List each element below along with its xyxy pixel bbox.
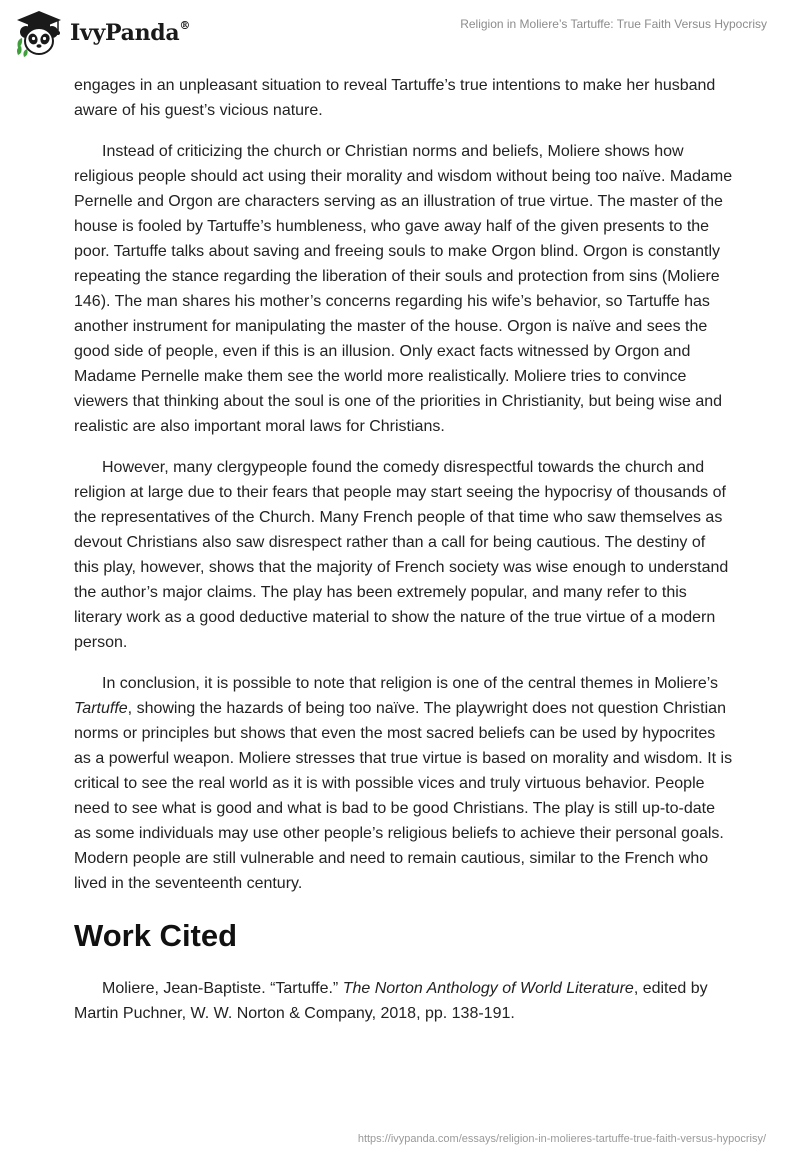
logo-wordmark: IvyPanda® (70, 18, 191, 46)
page-header (0, 0, 800, 64)
play-title-italic: Tartuffe (74, 700, 128, 717)
works-cited-heading: Work Cited (74, 918, 238, 953)
anthology-title-italic: The Norton Anthology of World Literature (342, 980, 634, 997)
paragraph-continuation: engages in an unpleasant situation to reveal Tartuffe’s true intentions to make her husband aware of his guest’s vicious nature. (74, 77, 716, 119)
paragraph-virtue: Instead of criticizing the church or Christian norms and beliefs, Moliere shows how religious people should act using their morality and wisdom without being too naïve. Madame Pernelle and Orgon are characters serving as an illustration of true virtue. The master of the house is fooled by Tartuffe’s humbleness, who gave away half of the given presents to the poor. Tartuffe talks about saving and freeing souls to make Orgon blind. Orgon is constantly repeating the stance regarding the liberation of their souls and protection from sins (Moliere 146). The man shares his mother’s concerns regarding his wife’s behavior, so Tartuffe has another instrument for manipulating the master of the house. Orgon is naïve and sees the good side of people, even if this is an illusion. Only exact facts witnessed by Orgon and Madame Pernelle make them see the world more realistically. Moliere tries to convince viewers that thinking about the soul is one of the priorities in Christianity, but being wise and realistic are also important moral laws for Christians. (74, 143, 733, 435)
paragraph-clergy-reaction: However, many clergypeople found the comedy disrespectful towards the church and religion at large due to their fears that people may start seeing the hypocrisy of thousands of the representatives of the Church. Many French people of that time who saw themselves as devout Christians also saw disrespect rather than a call for being cautious. The destiny of this play, however, shows that the majority of French society was wise enough to understand the author’s major claims. The play has been extremely popular, and many refer to this literary work as a good deductive material to show the nature of the true virtue of a modern person. (74, 459, 729, 651)
document-title: Religion in Moliere’s Tartuffe: True Faith Versus Hypocrisy (460, 17, 767, 31)
panda-graduate-icon (14, 8, 64, 58)
paragraph-conclusion: In conclusion, it is possible to note that religion is one of the central themes in Moliere’s Tartuffe, showing the hazards of being too naïve. The playwright does not question Christian norms or principles but shows that even the most sacred beliefs can be used by hypocrites as a powerful weapon. Moliere stresses that true virtue is based on morality and wisdom. It is critical to see the real world as it is with possible vices and truly virtuous behavior. People need to see what is good and what is bad to be good Christians. The play is still up-to-date as some individuals may use other people’s religious beliefs to achieve their personal goals. Modern people are still vulnerable and need to remain cautious, similar to the French who lived in the seventeenth century. (74, 675, 733, 892)
citation-entry: Moliere, Jean-Baptiste. “Tartuffe.” The Norton Anthology of World Literature, edited by Martin Puchner, W. W. Norton & Company, 2018, pp. 138-191. (74, 980, 708, 1022)
source-url[interactable]: https://ivypanda.com/essays/religion-in-molieres-tartuffe-true-faith-versus-hypocrisy/ (357, 1133, 766, 1145)
ivypanda-logo[interactable] (14, 8, 190, 58)
essay-body (74, 73, 734, 1042)
